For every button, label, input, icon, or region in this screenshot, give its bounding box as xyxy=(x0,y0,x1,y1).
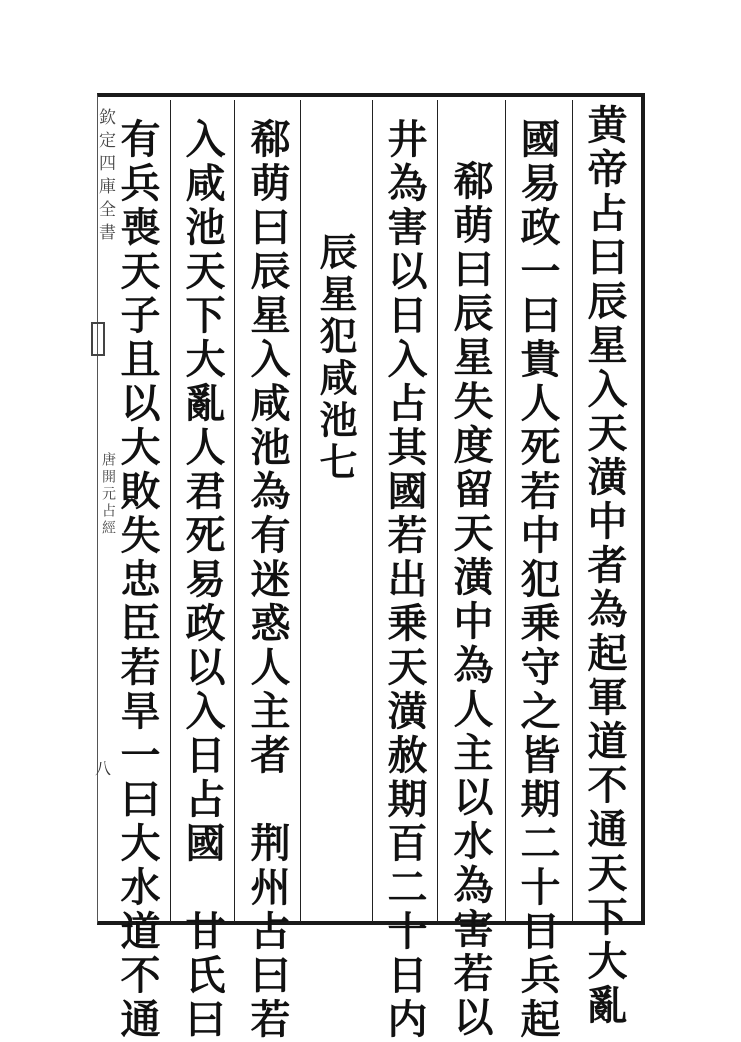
section-heading: 辰星犯咸池七 xyxy=(313,232,358,484)
text-column-7: 入咸池天下大亂人君死易政以入日占國 甘氏曰 xyxy=(179,118,226,1042)
column-rule xyxy=(234,100,235,922)
margin-section-mark xyxy=(91,322,105,356)
page-number: 八 xyxy=(95,759,112,778)
column-rule xyxy=(437,100,438,922)
text-column-6: 郗萌曰辰星入咸池為有迷惑人主者 荆州占曰若 xyxy=(244,118,291,1042)
column-rule xyxy=(505,100,506,922)
margin-book-title: 唐開元占經 xyxy=(100,452,116,537)
text-column-3: 郗萌曰辰星失度留天潢中為人主以水為害若以 xyxy=(447,160,494,1040)
column-rule xyxy=(170,100,171,922)
column-rule xyxy=(572,100,573,922)
text-column-4: 井為害以日入占其國若出乗天潢赦期百二十日内 xyxy=(381,118,428,1042)
column-rule xyxy=(300,100,301,922)
column-rule xyxy=(372,100,373,922)
margin-collection-title: 欽定四庫全書 xyxy=(95,108,115,246)
text-column-1: 黄帝占曰辰星入天潢中者為起軍道不通天下大亂 xyxy=(581,104,628,1028)
text-column-8: 有兵喪天子且以大敗失忠臣若旱一曰大水道不通 xyxy=(114,118,161,1042)
text-column-2: 國易政一曰貴人死若中犯乗守之皆期二十日兵起 xyxy=(514,118,561,1042)
